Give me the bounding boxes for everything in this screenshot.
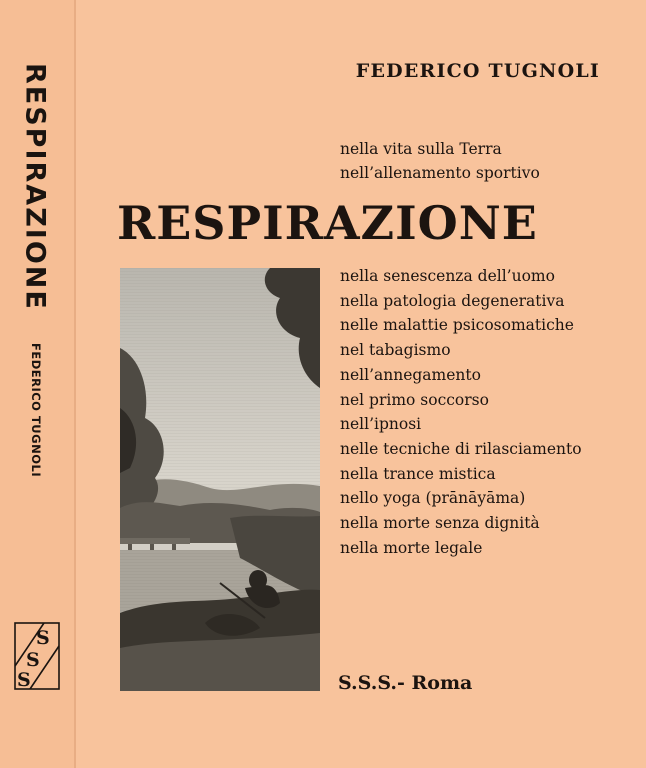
book-spine <box>0 0 76 768</box>
topic-list <box>340 264 582 560</box>
topic-item: nella trance mistica <box>340 464 496 483</box>
topic-item: nella senescenza dell’uomo <box>340 267 555 285</box>
subtitle-line-2: nell’allenamento sportivo <box>340 164 540 182</box>
topic-item: nell’annegamento <box>340 365 481 384</box>
sss-logo-icon <box>14 622 60 690</box>
topic-item: nella morte senza dignità <box>340 514 540 533</box>
spine-title: RESPIRAZIONE <box>19 63 51 311</box>
svg-text:S: S <box>36 627 50 649</box>
svg-text:S: S <box>17 669 31 690</box>
topic-item: nel tabagismo <box>340 341 451 360</box>
topic-item: nello yoga (prānāyāma) <box>340 489 526 508</box>
spine-author: FEDERICO TUGNOLI <box>29 342 43 478</box>
topic-item: nelle tecniche di rilasciamento <box>340 439 582 458</box>
topic-item: nel primo soccorso <box>340 390 489 409</box>
cover-author: FEDERICO TUGNOLI <box>355 60 600 82</box>
publisher: S.S.S.- Roma <box>338 672 473 694</box>
topic-item: nell’ipnosi <box>340 415 422 434</box>
topic-item: nella patologia degenerativa <box>340 291 565 310</box>
topic-item: nella morte legale <box>340 538 483 557</box>
topic-item: nelle malattie psicosomatiche <box>340 316 574 335</box>
cover-title: RESPIRAZIONE <box>117 196 538 250</box>
svg-text:S: S <box>26 649 40 671</box>
landscape-engraving <box>120 268 320 691</box>
subtitle-line-1: nella vita sulla Terra <box>340 140 502 158</box>
